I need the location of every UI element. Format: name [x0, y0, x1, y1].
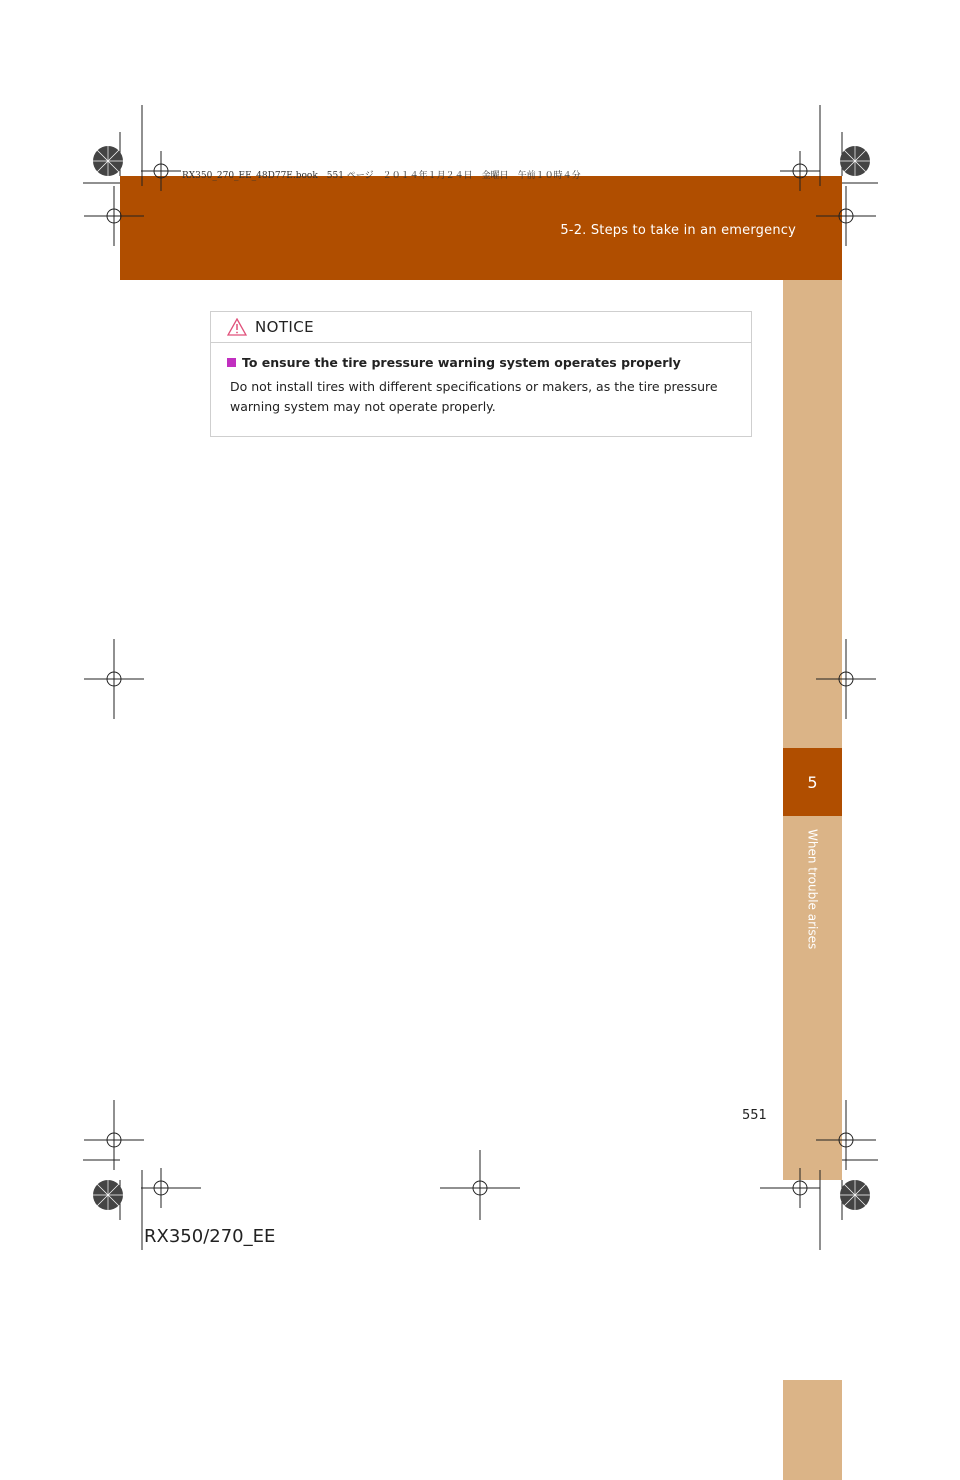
- side-tab-end: [783, 1180, 842, 1380]
- notice-header: [211, 312, 751, 343]
- chapter-title-text: When trouble arises: [805, 828, 820, 950]
- notice-heading: [227, 355, 735, 370]
- notice-box: [210, 311, 752, 437]
- book-info: RX350_270_EE_48D77E.book 551 ページ ２０１４年１月２４日 金曜日 午前１０時４分: [182, 171, 581, 181]
- notice-text: Do not install tires with different specifications or makers, as the tire pressure warning system may not operate properly.: [230, 379, 718, 414]
- chapter-title: [783, 826, 842, 952]
- warning-icon: [227, 318, 247, 336]
- notice-heading-text: To ensure the tire pressure warning system operates properly: [242, 355, 681, 370]
- notice-title: NOTICE: [255, 318, 314, 336]
- chapter-number: 5: [807, 772, 818, 792]
- chapter-box: [783, 748, 842, 816]
- bullet-square-icon: [227, 358, 236, 367]
- section-title: 5-2. Steps to take in an emergency: [560, 223, 796, 238]
- header-band: [120, 176, 842, 280]
- page-number: 551: [742, 1108, 767, 1123]
- notice-body: [211, 343, 751, 417]
- model-code: RX350/270_EE: [144, 1226, 276, 1247]
